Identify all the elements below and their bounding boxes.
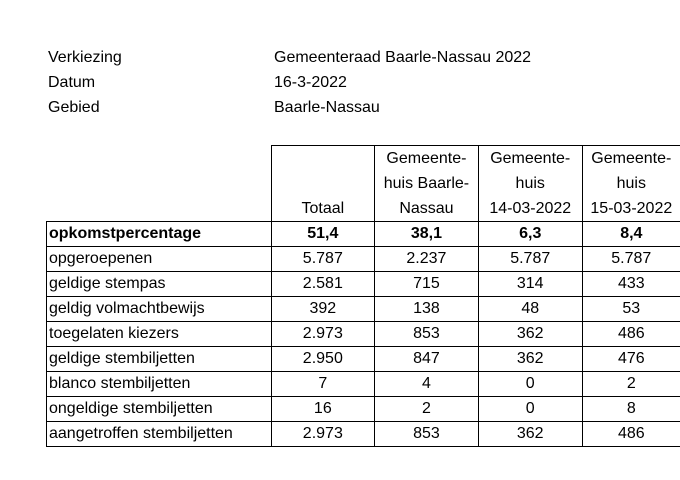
cell-value: 8 [582,397,680,422]
header-line: huis [616,175,646,192]
cell-value: 362 [478,322,582,347]
header-gemeentehuis-15-03 [582,146,680,222]
table-row [47,272,680,297]
election-metadata [48,45,531,120]
header-totaal [271,146,374,222]
cell-value: 2 [582,372,680,397]
cell-value: 2.581 [271,272,374,297]
date-label: Datum [48,74,96,91]
cell-value: 48 [478,297,582,322]
header-line: Gemeente- [490,150,571,167]
cell-value: 5.787 [271,247,374,272]
header-gemeentehuis-14-03 [478,146,582,222]
cell-value: 2.973 [271,322,374,347]
row-label: toegelaten kiezers [47,322,272,347]
table-header-row [47,146,680,222]
cell-value: 847 [375,347,479,372]
cell-value: 8,4 [582,222,680,247]
results-table [46,145,680,447]
cell-value: 476 [582,347,680,372]
cell-value: 4 [375,372,479,397]
header-line: Gemeente- [591,150,672,167]
cell-value: 138 [375,297,479,322]
table-row [47,397,680,422]
header-line: Gemeente- [386,150,467,167]
row-label: opkomstpercentage [47,222,272,247]
cell-value: 853 [375,322,479,347]
header-line: huis Baarle- [383,175,470,192]
header-line: Totaal [301,200,345,217]
election-row [48,45,531,70]
cell-value: 16 [271,397,374,422]
row-label: geldige stembiljetten [47,347,272,372]
header-line: huis [515,175,545,192]
cell-value: 2.973 [271,422,374,447]
header-line: 15-03-2022 [590,200,673,217]
election-label: Verkiezing [48,49,122,66]
area-value: Baarle-Nassau [274,99,380,116]
cell-value: 433 [582,272,680,297]
cell-value: 7 [271,372,374,397]
election-value: Gemeenteraad Baarle-Nassau 2022 [274,49,532,66]
table-row [47,347,680,372]
cell-value: 51,4 [271,222,374,247]
cell-value: 6,3 [478,222,582,247]
table-row [47,372,680,397]
header-blank-cell [47,146,272,222]
cell-value: 5.787 [582,247,680,272]
header-line: Nassau [399,200,454,217]
cell-value: 0 [478,397,582,422]
cell-value: 486 [582,322,680,347]
cell-value: 486 [582,422,680,447]
header-line: 14-03-2022 [489,200,572,217]
cell-value: 715 [375,272,479,297]
cell-value: 2 [375,397,479,422]
table-row [47,322,680,347]
row-label: blanco stembiljetten [47,372,272,397]
cell-value: 53 [582,297,680,322]
cell-value: 0 [478,372,582,397]
cell-value: 314 [478,272,582,297]
area-row [48,95,531,120]
cell-value: 362 [478,347,582,372]
cell-value: 2.950 [271,347,374,372]
table-row [47,222,680,247]
cell-value: 362 [478,422,582,447]
header-gemeentehuis-baarle-nassau [375,146,479,222]
cell-value: 853 [375,422,479,447]
cell-value: 5.787 [478,247,582,272]
table-row [47,422,680,447]
row-label: geldig volmachtbewijs [47,297,272,322]
row-label: opgeroepenen [47,247,272,272]
cell-value: 392 [271,297,374,322]
row-label: ongeldige stembiljetten [47,397,272,422]
row-label: aangetroffen stembiljetten [47,422,272,447]
date-row [48,70,531,95]
area-label: Gebied [48,99,100,116]
cell-value: 2.237 [375,247,479,272]
cell-value: 38,1 [375,222,479,247]
row-label: geldige stempas [47,272,272,297]
date-value: 16-3-2022 [274,74,347,91]
table-row [47,297,680,322]
table-row [47,247,680,272]
